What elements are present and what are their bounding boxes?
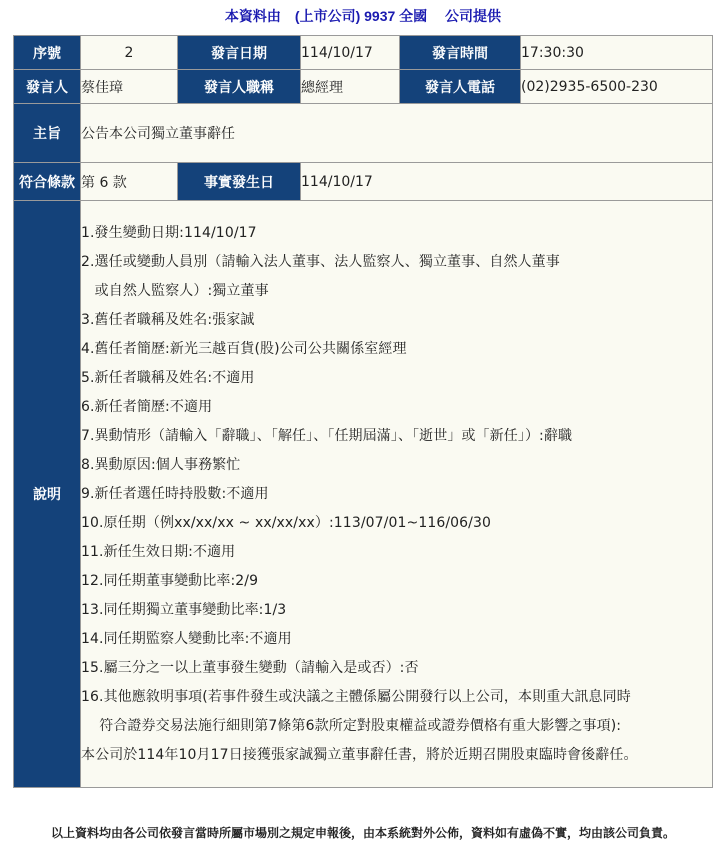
- description-line: 6.新任者簡歷:不適用: [81, 398, 213, 415]
- label-subject: 主旨: [14, 104, 81, 163]
- description-line: 16.其他應敘明事項(若事件發生或決議之主體係屬公開發行以上公司，本則重大訊息同時: [81, 688, 631, 705]
- label-time: 發言時間: [400, 36, 521, 70]
- description-line: 8.異動原因:個人事務繁忙: [81, 456, 241, 473]
- label-speaker-title: 發言人職稱: [178, 70, 301, 104]
- description-line: 符合證券交易法施行細則第7條第6款所定對股東權益或證券價格有重大影響之事項):: [81, 717, 622, 734]
- description-line: 9.新任者選任時持股數:不適用: [81, 485, 269, 502]
- value-phone: (02)2935-6500-230: [521, 70, 713, 104]
- description-line: 3.舊任者職稱及姓名:張家誠: [81, 311, 255, 328]
- value-speaker-title: 總經理: [301, 70, 400, 104]
- row-serial-date-time: [14, 36, 713, 70]
- description-line: 13.同任期獨立董事變動比率:1/3: [81, 601, 287, 618]
- label-clause: 符合條款: [14, 163, 81, 201]
- description-line: 2.選任或變動人員別（請輸入法人董事、法人監察人、獨立董事、自然人董事: [81, 253, 560, 270]
- label-description: 說明: [14, 201, 81, 788]
- label-date: 發言日期: [178, 36, 301, 70]
- description-line: 1.發生變動日期:114/10/17: [81, 224, 257, 241]
- page-title: 本資料由 (上市公司) 9937 全國 公司提供: [224, 8, 502, 24]
- row-clause: [14, 163, 713, 201]
- value-time: 17:30:30: [521, 36, 713, 70]
- description-line: 14.同任期監察人變動比率:不適用: [81, 630, 292, 647]
- value-event-date: 114/10/17: [301, 163, 713, 201]
- label-serial: 序號: [14, 36, 81, 70]
- value-subject: 公告本公司獨立董事辭任: [81, 104, 713, 163]
- description-line: 4.舊任者簡歷:新光三越百貨(股)公司公共關係室經理: [81, 340, 407, 357]
- value-date: 114/10/17: [301, 36, 400, 70]
- description-line: 10.原任期（例xx/xx/xx ~ xx/xx/xx）:113/07/01~116/06/30: [81, 514, 491, 531]
- value-clause: 第 6 款: [81, 163, 178, 201]
- description-line: 5.新任者職稱及姓名:不適用: [81, 369, 255, 386]
- label-speaker: 發言人: [14, 70, 81, 104]
- label-phone: 發言人電話: [400, 70, 521, 104]
- announcement-table: [13, 35, 713, 788]
- description-content: [81, 201, 713, 788]
- value-serial: 2: [81, 36, 178, 70]
- description-line: 本公司於114年10月17日接獲張家誠獨立董事辭任書，將於近期召開股東臨時會後辭任。: [81, 746, 638, 763]
- description-line: 12.同任期董事變動比率:2/9: [81, 572, 259, 589]
- description-line: 11.新任生效日期:不適用: [81, 543, 236, 560]
- description-line: 或自然人監察人）:獨立董事: [81, 282, 269, 299]
- value-speaker: 蔡佳璋: [81, 70, 178, 104]
- row-description: [14, 201, 713, 788]
- disclaimer-note: 以上資料均由各公司依發言當時所屬市場別之規定申報後，由本系統對外公佈，資料如有虛偽不實，均由該公司負責。: [50, 826, 675, 840]
- description-line: 15.屬三分之一以上董事發生變動（請輸入是或否）:否: [81, 659, 419, 676]
- row-speaker: [14, 70, 713, 104]
- label-event-date: 事實發生日: [178, 163, 301, 201]
- description-line: 7.異動情形（請輸入「辭職」、「解任」、「任期屆滿」、「逝世」或「新任」）:辭職: [81, 427, 573, 444]
- row-subject: [14, 104, 713, 163]
